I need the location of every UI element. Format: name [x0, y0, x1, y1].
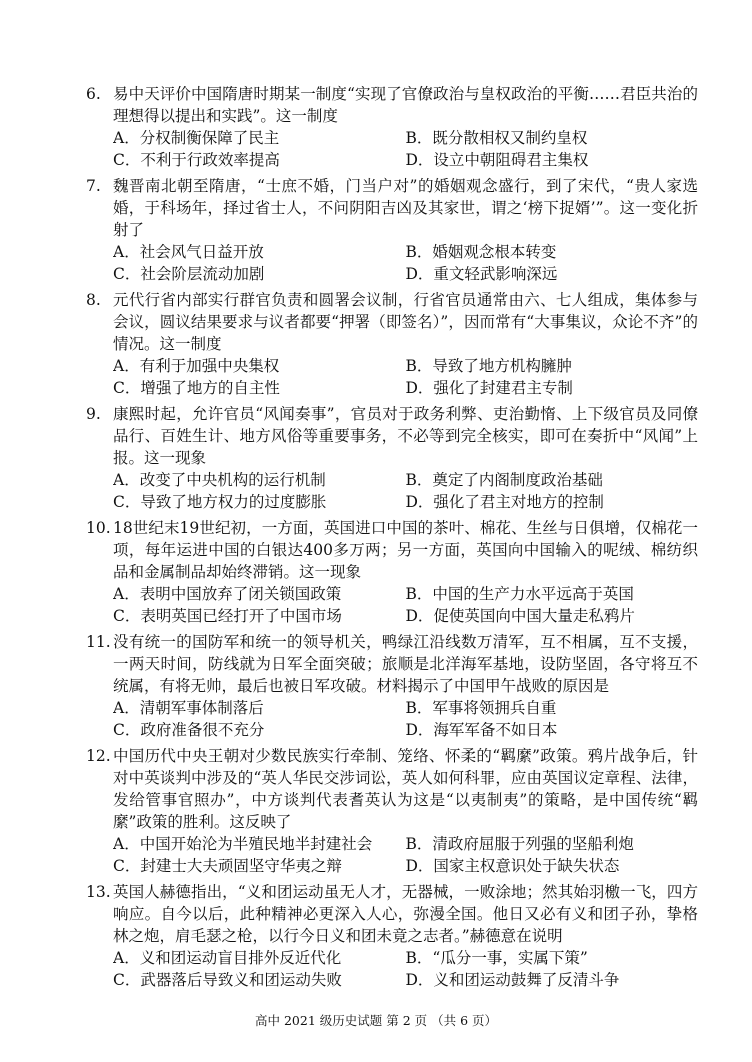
options-row: [113, 491, 698, 513]
question-6: [86, 83, 698, 171]
question-text: 康熙时起，允许官员“风闻奏事”，官员对于政务利弊、吏治勤惰、上下级官员及同僚品行、百姓生计、地方风俗等重要事务，不必等到完全核实，即可在奏折中“风闻”上报。这一现象: [113, 405, 698, 467]
question-number: 13.: [86, 883, 111, 901]
option-b: B．中国的生产力水平远高于英国: [405, 585, 634, 603]
options: [86, 127, 698, 171]
option-b: B．导致了地方机构臃肿: [405, 357, 572, 375]
question-8: [86, 289, 698, 399]
option-a: A．清朝军事体制落后: [113, 699, 264, 717]
question-12: [86, 745, 698, 877]
options: [86, 947, 698, 991]
question-text: 易中天评价中国隋唐时期某一制度“实现了官僚政治与皇权政治的平衡……君臣共治的理想得以提出和实践”。这一制度: [113, 85, 698, 125]
option-c: C．政府准备很不充分: [113, 721, 265, 739]
option-a: A．分权制衡保障了民主: [113, 129, 280, 147]
option-d: D．重文轻武影响深远: [405, 265, 558, 283]
options-row: [113, 263, 698, 285]
option-a: A．义和团运动盲目排外反近代化: [113, 949, 342, 967]
option-c: C．封建士大夫顽固坚守华夷之辩: [113, 857, 342, 875]
options-row: [113, 241, 698, 263]
option-c: C．导致了地方权力的过度膨胀: [113, 493, 327, 511]
options: [86, 583, 698, 627]
option-b: B．军事将领拥兵自重: [405, 699, 557, 717]
question-stem: [86, 631, 698, 697]
question-stem: [86, 289, 698, 355]
options: [86, 833, 698, 877]
option-a: A．有利于加强中央集权: [113, 357, 280, 375]
options-row: [113, 377, 698, 399]
options-row: [113, 833, 698, 855]
options-row: [113, 149, 698, 171]
question-stem: [86, 517, 698, 583]
options-row: [113, 719, 698, 741]
option-c: C．社会阶层流动加剧: [113, 265, 265, 283]
options-row: [113, 605, 698, 627]
question-text: 元代行省内部实行群官负责和圆署会议制，行省官员通常由六、七人组成，集体参与会议，圆议结果要求与议者都要“押署（即签名）”，因而常有“大事集议，众论不齐”的情况。这一制度: [113, 291, 698, 353]
page-footer: 高中 2021 级历史试题 第 2 页 （共 6 页）: [254, 1013, 497, 1028]
question-number: 8.: [86, 291, 101, 309]
options-row: [113, 969, 698, 991]
question-stem: [86, 881, 698, 947]
option-c: C．增强了地方的自主性: [113, 379, 280, 397]
question-stem: [86, 175, 698, 241]
question-text: 英国人赫德指出，“义和团运动虽无人才，无器械，一败涂地；然其始羽檄一飞，四方响应。自今以后，此种精神必更深入人心，弥漫全国。他日又必有义和团子孙，挚格林之炮，肩毛瑟之枪，以行今日义和团未竟之志者。”赫德意在说明: [113, 883, 698, 945]
option-b: B．“瓜分一事，实属下策”: [405, 949, 588, 967]
option-d: D．强化了君主对地方的控制: [405, 493, 604, 511]
options: [86, 697, 698, 741]
question-10: [86, 517, 698, 627]
option-c: C．不利于行政效率提高: [113, 151, 280, 169]
option-a: A．表明中国放弃了闭关锁国政策: [113, 585, 342, 603]
question-stem: [86, 745, 698, 833]
option-d: D．促使英国向中国大量走私鸦片: [405, 607, 635, 625]
options-row: [113, 697, 698, 719]
question-text: 魏晋南北朝至隋唐，“士庶不婚，门当户对”的婚姻观念盛行，到了宋代，“贵人家选婚，于科场年，择过省士人，不问阴阳吉凶及其家世，谓之‘榜下捉婿’”。这一变化折射了: [113, 177, 698, 239]
option-b: B．奠定了内阁制度政治基础: [405, 471, 603, 489]
options: [86, 241, 698, 285]
option-b: B．清政府屈服于列强的坚船利炮: [405, 835, 634, 853]
question-text: 中国历代中央王朝对少数民族实行牵制、笼络、怀柔的“羁縻”政策。鸦片战争后，针对中英谈判中涉及的“英人华民交涉词讼，英人如何科罪，应由英国议定章程、法律，发给管事官照办”，中方谈判代表耆英认为这是“以夷制夷”的策略，是中国传统“羁縻”政策的胜利。这反映了: [113, 747, 698, 831]
option-a: A．改变了中央机构的运行机制: [113, 471, 326, 489]
options-row: [113, 583, 698, 605]
question-text: 没有统一的国防军和统一的领导机关，鸭绿江沿线数万清军，互不相属，互不支援，一两天时间，防线就为日军全面突破；旅顺是北洋海军基地，设防坚固，各守将互不统属，有将无帅，最后也被日军攻破。材料揭示了中国甲午战败的原因是: [113, 633, 698, 695]
question-9: [86, 403, 698, 513]
question-13: [86, 881, 698, 991]
question-number: 7.: [86, 177, 101, 195]
option-d: D．强化了封建君主专制: [405, 379, 573, 397]
option-d: D．义和团运动鼓舞了反清斗争: [405, 971, 620, 989]
option-a: A．中国开始沦为半殖民地半封建社会: [113, 835, 373, 853]
question-number: 6.: [86, 85, 101, 103]
question-number: 10.: [86, 519, 111, 537]
options-row: [113, 855, 698, 877]
question-stem: [86, 403, 698, 469]
question-text: 18世纪末19世纪初，一方面，英国进口中国的茶叶、棉花、生丝与日俱增，仅棉花一项，每年运进中国的白银达400多万两；另一方面，英国向中国输入的呢绒、棉纺织品和金属制品却始终滞销。这一现象: [113, 519, 698, 581]
question-7: [86, 175, 698, 285]
option-d: D．海军军备不如日本: [405, 721, 558, 739]
option-c: C．武器落后导致义和团运动失败: [113, 971, 342, 989]
question-number: 12.: [86, 747, 111, 765]
option-d: D．设立中朝阻碍君主集权: [405, 151, 589, 169]
question-number: 11.: [86, 633, 111, 651]
option-b: B．既分散相权又制约皇权: [405, 129, 588, 147]
question-11: [86, 631, 698, 741]
question-number: 9.: [86, 405, 101, 423]
options-row: [113, 947, 698, 969]
option-b: B．婚姻观念根本转变: [405, 243, 557, 261]
options-row: [113, 127, 698, 149]
option-c: C．表明英国已经打开了中国市场: [113, 607, 342, 625]
options: [86, 469, 698, 513]
option-a: A．社会风气日益开放: [113, 243, 264, 261]
options-row: [113, 355, 698, 377]
option-d: D．国家主权意识处于缺失状态: [405, 857, 620, 875]
options-row: [113, 469, 698, 491]
options: [86, 355, 698, 399]
question-stem: [86, 83, 698, 127]
